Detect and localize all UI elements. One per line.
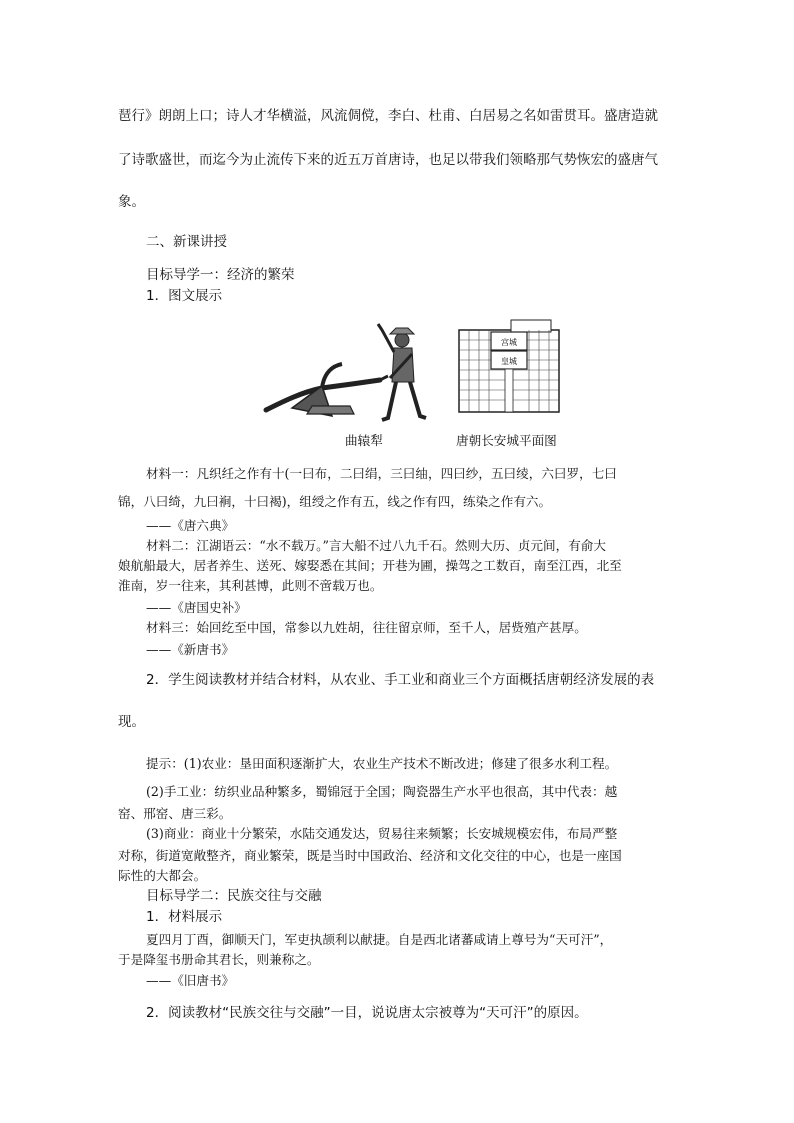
source-2: ——《唐国史补》 (146, 600, 247, 615)
intro-line-1: 琶行》朗朗上口；诗人才华横溢，风流倜傥，李白、杜甫、白居易之名如雷贯耳。盛唐造就 (118, 108, 658, 124)
task2-line-1: 2．学生阅读教材并结合材料，从农业、手工业和商业三个方面概括唐朝经济发展的表 (146, 672, 655, 688)
changan-map-illustration (457, 318, 561, 414)
goal1-title: 目标导学一：经济的繁荣 (146, 267, 295, 283)
material2-line-2: 娘航船最大，居者养生、送死、嫁娶悉在其间；开巷为圃，操驾之工数百，南至江西，北至 (118, 558, 622, 573)
hint-line-4: (3)商业：商业十分繁荣，水陆交通发达，贸易往来频繁；长安城规模宏伟，布局严整 (146, 826, 618, 841)
intro-line-2: 了诗歌盛世，而迄今为止流传下来的近五万首唐诗，也足以带我们领略那气势恢宏的盛唐气 (118, 152, 658, 168)
goal2-material-line-2: 于是降玺书册命其君长，则兼称之。 (118, 952, 320, 967)
goal2-task2: 2．阅读教材“民族交往与交融”一目，说说唐太宗被尊为“天可汗”的原因。 (146, 1005, 588, 1021)
source-3: ——《新唐书》 (146, 642, 235, 657)
plough-illustration (262, 318, 432, 428)
source-1: ——《唐六典》 (146, 518, 235, 533)
goal2-material-line-1: 夏四月丁酉，御顺天门，军吏执颉利以献捷。自是西北诸蕃咸请上尊号为“天可汗”， (146, 932, 613, 947)
material1-line-2: 锦，八曰绮，九曰裥，十曰褐)，组绶之作有五，线之作有四，练染之作有六。 (118, 494, 552, 509)
task2-line-2: 现。 (118, 714, 145, 730)
material2-line-3: 淮南，岁一往来，其利甚博，此则不啻载万也。 (118, 578, 383, 593)
caption-plough: 曲辕犁 (345, 433, 383, 448)
map-label-palace: 宫城 (501, 338, 517, 347)
goal1-sub1: 1．图文展示 (146, 288, 223, 304)
goal2-title: 目标导学二：民族交往与交融 (146, 888, 322, 904)
material3-line-1: 材料三：始回纥至中国，常参以九姓胡，往往留京师，至千人，居赀殖产甚厚。 (146, 620, 587, 635)
hint-line-5: 对称，街道宽敞整齐，商业繁荣，既是当时中国政治、经济和文化交往的中心，也是一座国 (118, 848, 622, 863)
material2-line-1: 材料二：江湖语云：“水不载万。”言大船不过八九千石。然则大历、贞元间，有俞大 (146, 538, 606, 553)
goal2-source: ——《旧唐书》 (146, 973, 235, 988)
hint-line-1: 提示：(1)农业：垦田面积逐渐扩大，农业生产技术不断改进；修建了很多水利工程。 (146, 756, 618, 771)
hint-line-2: (2)手工业：纺织业品种繁多，蜀锦冠于全国；陶瓷器生产水平也很高，其中代表：越 (146, 784, 618, 799)
material1-line-1: 材料一：凡织纴之作有十(一曰布，二曰绢，三曰䌷，四曰纱，五曰绫，六曰罗，七曰 (146, 466, 617, 481)
intro-line-3: 象。 (118, 194, 145, 210)
goal2-sub1: 1．材料展示 (146, 909, 223, 925)
caption-map: 唐朝长安城平面图 (456, 433, 557, 448)
hint-line-6: 际性的大都会。 (118, 868, 207, 883)
map-label-imperial: 皇城 (501, 357, 517, 366)
hint-line-3: 窑、邢窑、唐三彩。 (118, 806, 232, 821)
section-title: 二、新课讲授 (146, 234, 227, 250)
